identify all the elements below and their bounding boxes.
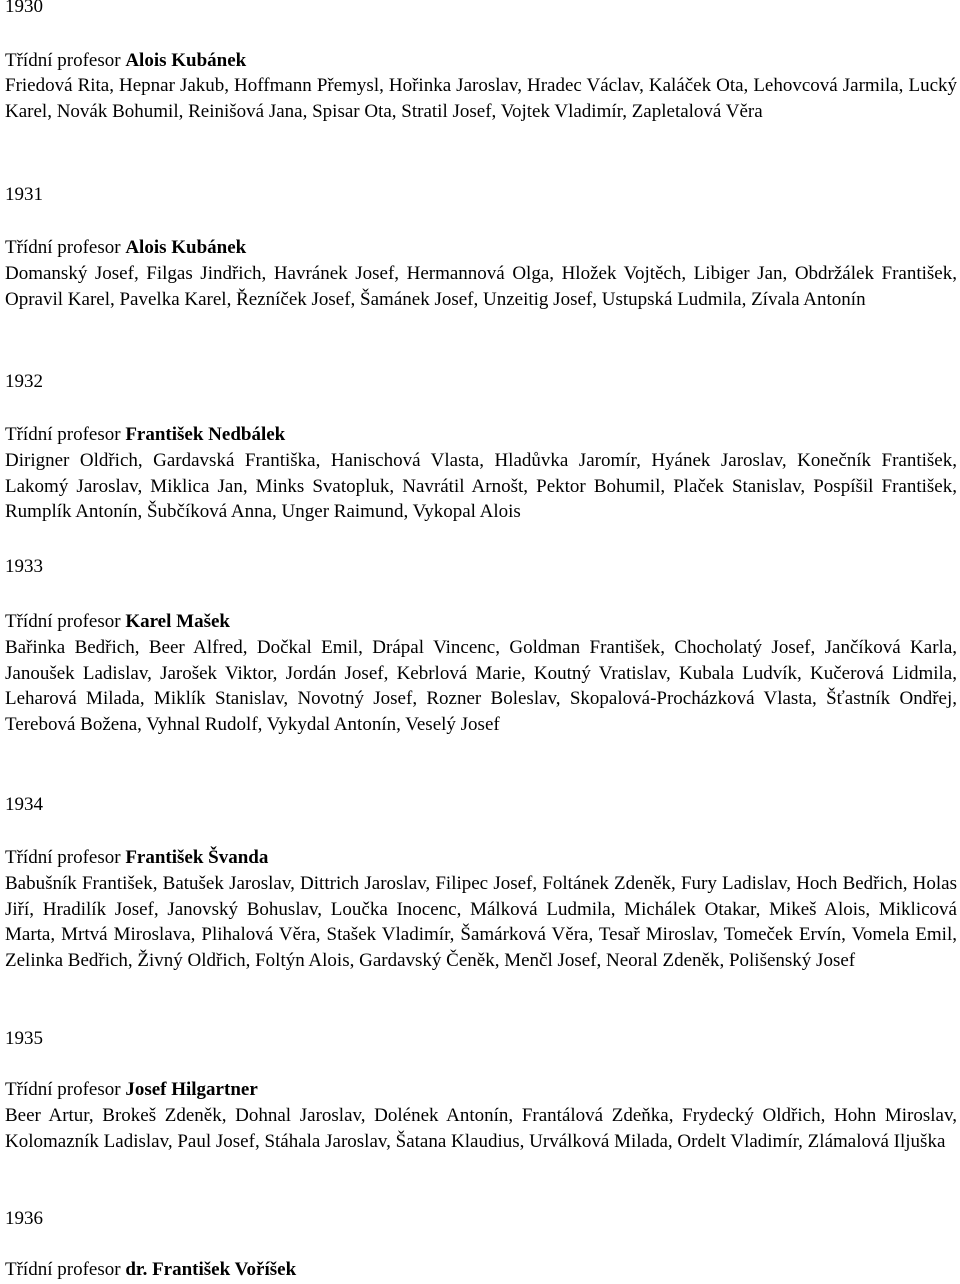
class-teacher-line — [5, 1077, 258, 1103]
teacher-prefix: Třídní profesor — [5, 50, 126, 71]
year-heading: 1933 — [5, 556, 43, 577]
teacher-name: Karel Mašek — [125, 611, 230, 632]
teacher-name: dr. František Voříšek — [125, 1259, 297, 1280]
year-heading: 1935 — [5, 1028, 43, 1049]
class-teacher-line — [5, 48, 246, 74]
teacher-prefix: Třídní profesor — [5, 611, 126, 632]
class-teacher-line — [5, 609, 230, 635]
class-teacher-line — [5, 1257, 296, 1283]
year-heading: 1931 — [5, 184, 43, 205]
year-heading: 1930 — [5, 0, 43, 17]
student-list: Friedová Rita, Hepnar Jakub, Hoffmann Přemysl, Hořinka Jaroslav, Hradec Václav, Kaláček Ota, Lehovcová Jarmila, Lucký Karel, Novák Bohumil, Reinišová Jana, Spisar Ota, Stratil Josef, Vojtek Vladimír, Zapletalová Věra — [5, 75, 957, 122]
teacher-name: Josef Hilgartner — [125, 1079, 258, 1100]
class-teacher-line — [5, 845, 268, 871]
class-teacher-line — [5, 235, 246, 261]
student-list: Dirigner Oldřich, Gardavská Františka, Hanischová Vlasta, Hladůvka Jaromír, Hyánek Jaroslav, Konečník František, Lakomý Jaroslav, Miklica Jan, Minks Svatopluk, Navrátil Arnošt, Pektor Bohumil, Plaček Stanislav, Pospíšil František, Rumplík Antonín, Šubčíková Anna, Unger Raimund, Vykopal Alois — [5, 450, 957, 523]
year-heading: 1936 — [5, 1208, 43, 1229]
student-list: Bařinka Bedřich, Beer Alfred, Dočkal Emil, Drápal Vincenc, Goldman František, Chocholatý Josef, Jančíková Karla, Janoušek Ladislav, Jarošek Viktor, Jordán Josef, Kebrlová Marie, Koutný Vratislav, Kubala Ludvík, Kučerová Lidmila, Leharová Milada, Miklík Stanislav, Novotný Josef, Rozner Boleslav, Skopalová-Procházková Vlasta, Šťastník Ondřej, Terebová Božena, Vyhnal Rudolf, Vykydal Antonín, Veselý Josef — [5, 637, 957, 735]
teacher-prefix: Třídní profesor — [5, 424, 126, 445]
teacher-prefix: Třídní profesor — [5, 847, 126, 868]
teacher-name: František Nedbálek — [125, 424, 286, 445]
teacher-prefix: Třídní profesor — [5, 237, 126, 258]
student-list: Beer Artur, Brokeš Zdeněk, Dohnal Jaroslav, Dolének Antonín, Frantálová Zdeňka, Frydecký Oldřich, Hohn Miroslav, Kolomazník Ladislav, Paul Josef, Stáhala Jaroslav, Šatana Klaudius, Urválková Milada, Ordelt Vladimír, Zlámalová Iljuška — [5, 1105, 957, 1152]
class-teacher-line — [5, 422, 285, 448]
student-list: Babušník František, Batušek Jaroslav, Dittrich Jaroslav, Filipec Josef, Foltánek Zdeněk, Fury Ladislav, Hoch Bedřich, Holas Jiří, Hradilík Josef, Janovský Bohuslav, Loučka Inocenc, Málková Ludmila, Michálek Otakar, Mikeš Alois, Miklicová Marta, Mrtvá Miroslava, Plihalová Věra, Stašek Vladimír, Šamárková Věra, Tesař Miroslav, Tomeček Ervín, Vomela Emil, Zelinka Bedřich, Živný Oldřich, Foltýn Alois, Gardavský Čeněk, Menčl Josef, Neoral Zdeněk, Polišenský Josef — [5, 873, 957, 971]
teacher-prefix: Třídní profesor — [5, 1079, 126, 1100]
teacher-name: František Švanda — [125, 847, 269, 868]
student-list: Domanský Josef, Filgas Jindřich, Havránek Josef, Hermannová Olga, Hložek Vojtěch, Libiger Jan, Obdržálek František, Opravil Karel, Pavelka Karel, Řezníček Josef, Šamánek Josef, Unzeitig Josef, Ustupská Ludmila, Zívala Antonín — [5, 263, 957, 310]
year-heading: 1934 — [5, 794, 43, 815]
teacher-name: Alois Kubánek — [125, 237, 247, 258]
teacher-name: Alois Kubánek — [125, 50, 247, 71]
year-heading: 1932 — [5, 371, 43, 392]
teacher-prefix: Třídní profesor — [5, 1259, 126, 1280]
